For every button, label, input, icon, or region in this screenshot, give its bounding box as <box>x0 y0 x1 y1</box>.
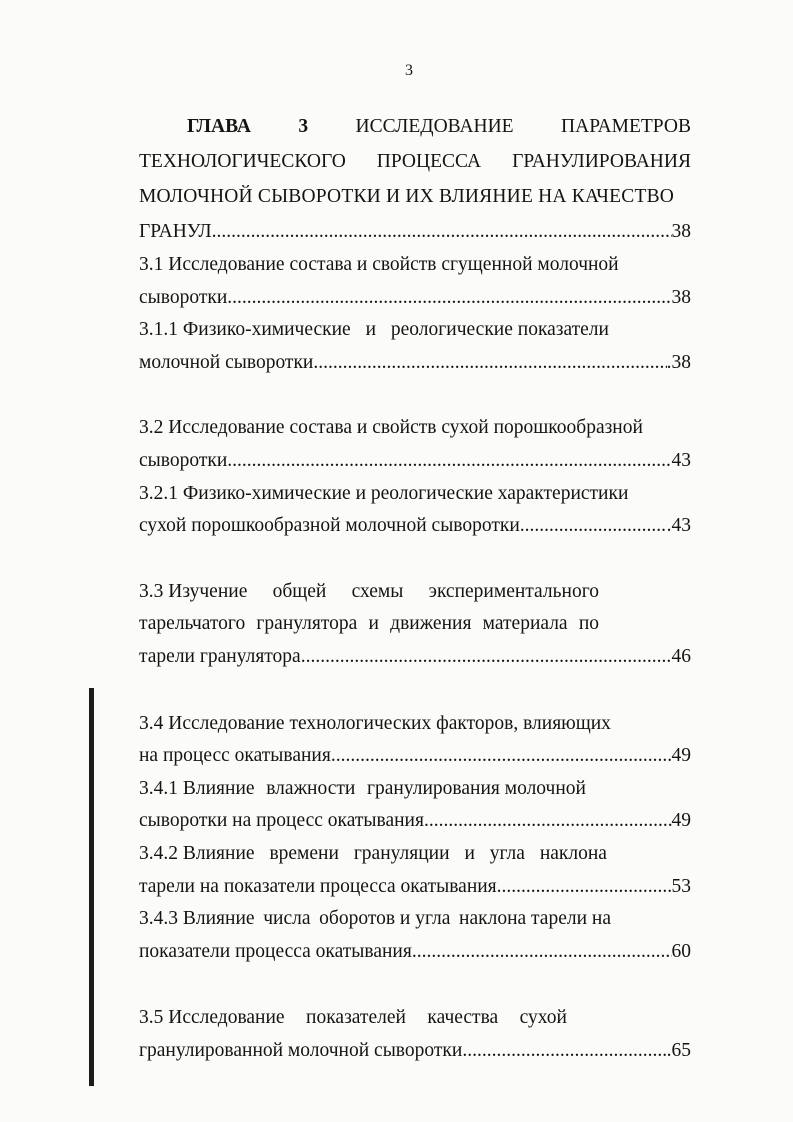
chapter-label: ГЛАВА <box>187 116 251 137</box>
dot-leader <box>331 740 672 773</box>
toc-entry-3-1-line-2: сыворотки ..... 38 <box>139 282 691 315</box>
dot-leader <box>313 347 666 380</box>
chapter-title-word: ПРОЦЕССА <box>376 151 482 172</box>
toc-page-3-4: 49 <box>671 745 691 767</box>
toc-entry-3-4-3-line-2: показатели процесса окатывания ..... 60 <box>139 936 691 969</box>
dot-leader <box>412 936 672 969</box>
chapter-number: 3 <box>298 116 309 137</box>
toc-page-3-1-1: .38 <box>666 351 691 373</box>
toc-entry-3-2-line-1: 3.2 Исследование состава и свойств сухой порошкообразной <box>139 417 643 439</box>
chapter-title-word: ИССЛЕДОВАНИЕ <box>355 116 514 137</box>
toc-entry-3-4-line-2: на процесс окатывания ..... 49 <box>139 740 691 773</box>
toc-page-3-2: 43 <box>671 449 691 471</box>
chapter-title-line-2 <box>139 144 691 179</box>
toc-entry-3-5-line-1: 3.5 Исследование показателей качества сухой <box>139 1007 567 1029</box>
page-number: 3 <box>405 62 413 79</box>
scan-edge-mark <box>89 688 94 1086</box>
chapter-page: 38 <box>671 221 691 242</box>
toc-entry-3-3-line-3: тарели гранулятора ..... 46 <box>139 641 691 674</box>
toc-entry-3-3-line-1: 3.3 Изучение общей схемы экспериментального <box>139 580 599 602</box>
dot-leader <box>227 282 671 315</box>
dot-leader <box>462 1035 666 1068</box>
toc-entry-3-4-2-line-1: 3.4.2 Влияние времени грануляции и угла наклона <box>139 842 607 864</box>
toc-entry-3-4-3-line-1: 3.4.3 Влияние числа оборотов и угла наклона тарели на <box>139 908 611 930</box>
toc-page-3-1: 38 <box>671 286 691 308</box>
chapter-title-word: ПАРАМЕТРОВ <box>561 116 691 137</box>
toc-page-3-3: 46 <box>671 645 691 667</box>
toc-page-3-5: .65 <box>666 1039 691 1061</box>
toc-entry-3-4-1-line-2: сыворотки на процесс окатывания ..... 49 <box>139 805 691 838</box>
chapter-title-word: ТЕХНОЛОГИЧЕСКОГО <box>139 151 346 172</box>
toc-entry-3-5-line-2: гранулированной молочной сыворотки ..... .65 <box>139 1035 691 1068</box>
chapter-title-line-3: МОЛОЧНОЙ СЫВОРОТКИ И ИХ ВЛИЯНИЕ НА КАЧЕСТВО <box>139 186 675 207</box>
toc-page-3-4-3: 60 <box>671 940 691 962</box>
chapter-title-line-1 <box>139 109 691 144</box>
toc-entry-3-4-1-line-1: 3.4.1 Влияние влажности гранулирования молочной <box>139 777 586 799</box>
toc-entry-3-1-1-line-2: молочной сыворотки ..... .38 <box>139 347 691 380</box>
toc-entry-3-1-line-1: 3.1 Исследование состава и свойств сгущенной молочной <box>139 254 619 275</box>
chapter-title-line-4: ГРАНУЛ ..... 38 <box>139 214 691 249</box>
dot-leader <box>227 445 671 478</box>
toc-entry-3-2-line-2: сыворотки ..... 43 <box>139 445 691 478</box>
toc-entry-3-4-2-line-2: тарели на показатели процесса окатывания ..... 53 <box>139 871 691 904</box>
dot-leader <box>520 510 667 543</box>
table-of-contents <box>139 109 691 1067</box>
dot-leader <box>497 871 672 904</box>
dot-leader <box>301 641 672 674</box>
toc-entry-3-1-1-line-1: 3.1.1 Физико-химические и реологические показатели <box>139 319 609 341</box>
toc-entry-3-4-line-1: 3.4 Исследование технологических факторов, влияющих <box>139 712 611 734</box>
toc-page-3-4-2: 53 <box>671 875 691 897</box>
dot-leader <box>212 214 672 249</box>
toc-entry-3-2-1-line-1: 3.2.1 Физико-химические и реологические характеристики <box>139 482 629 504</box>
toc-page-3-2-1: .43 <box>666 515 691 537</box>
toc-entry-3-3-line-2: тарельчатого гранулятора и движения материала по <box>139 613 599 635</box>
toc-page-3-4-1: 49 <box>671 810 691 832</box>
toc-entry-3-2-1-line-2: сухой порошкообразной молочной сыворотки ..... .43 <box>139 510 691 543</box>
chapter-title-word: ГРАНУЛИРОВАНИЯ <box>512 151 691 172</box>
dot-leader <box>424 805 672 838</box>
